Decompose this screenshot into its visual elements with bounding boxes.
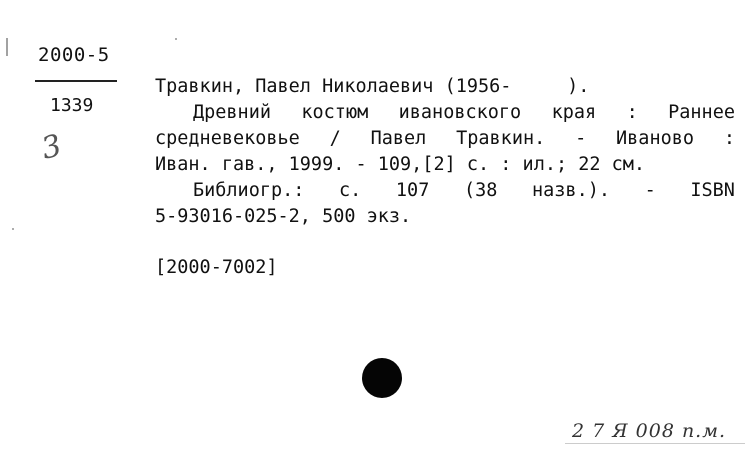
scan-speck [12, 228, 14, 230]
word: ISBN [690, 180, 735, 201]
shelf-mark: 2000-5 [38, 44, 110, 66]
word: Древний [193, 102, 271, 123]
card-edge-mark [6, 38, 8, 56]
word: - [644, 180, 656, 201]
word: средневековье [155, 128, 300, 149]
imprint: Иван. гав., 1999. - 109,[2] с. : ил.; 22 см. [155, 154, 646, 175]
stamp-underline [565, 443, 745, 444]
handwritten-mark: 3 [38, 128, 66, 167]
control-number: [2000-7002] [155, 257, 278, 278]
word: края [551, 102, 597, 123]
bibliographic-entry [155, 74, 735, 230]
word: : [626, 102, 638, 123]
word: Травкин. [456, 128, 546, 149]
card-punch-hole [362, 358, 402, 398]
entry-imprint-line [155, 152, 735, 178]
word: с. [339, 180, 362, 201]
entry-heading-line [155, 74, 735, 100]
word: Раннее [668, 102, 735, 123]
scan-speck [175, 38, 177, 40]
isbn: 5-93016-025-2, 500 экз. [155, 206, 412, 227]
word: (38 [463, 180, 498, 201]
word: ивановского [398, 102, 522, 123]
word: Павел [370, 128, 427, 149]
accession-number: 1339 [50, 95, 94, 116]
entry-title-line [155, 100, 735, 126]
inventory-stamp: 2 7 Я 008 п.м. [572, 420, 727, 442]
word: Библиогр.: [193, 180, 305, 201]
word: / [329, 128, 341, 149]
entry-notes-line [155, 178, 735, 204]
word: - [575, 128, 587, 149]
author-heading: Травкин, Павел Николаевич (1956- ). [155, 76, 590, 97]
word: назв.). [532, 180, 610, 201]
entry-isbn-line [155, 204, 735, 230]
word: костюм [301, 102, 369, 123]
entry-title-line-2 [155, 126, 735, 152]
word: Иваново [616, 128, 694, 149]
word: 107 [395, 180, 430, 201]
word: : [723, 128, 735, 149]
shelf-mark-rule [35, 80, 117, 82]
